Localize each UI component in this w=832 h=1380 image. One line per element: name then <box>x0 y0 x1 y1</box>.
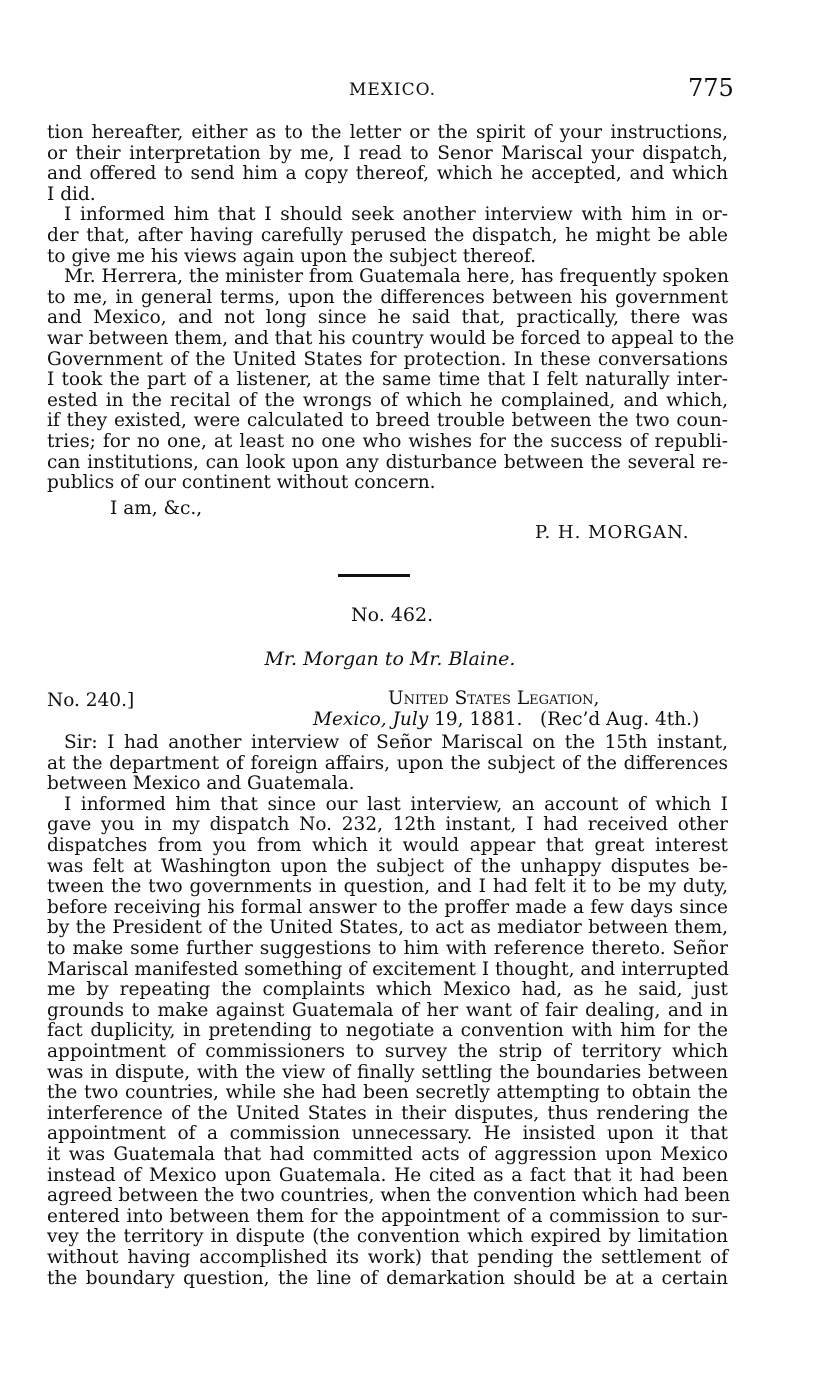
text-line: entered into between them for the appointment of a commission to sur- <box>47 1205 728 1227</box>
text-line: it was Guatemala that had committed acts of aggression upon Mexico <box>47 1144 728 1165</box>
page-number: 775 <box>688 74 734 102</box>
text-line: tween the two governments in question, and I had felt it to be my duty, <box>47 876 728 898</box>
text-line: I took the part of a listener, at the same time that I felt naturally inter- <box>47 369 728 391</box>
legation-name: United States Legation, <box>388 688 600 709</box>
text-line: interference of the United States in their disputes, thus rendering the <box>47 1102 728 1124</box>
text-line: without having accomplished its work) that pending the settlement of <box>47 1247 728 1268</box>
document-heading: Mr. Morgan to Mr. Blaine. <box>264 648 516 670</box>
document-number: No. 462. <box>351 604 434 626</box>
text-line: ested in the recital of the wrongs of which he complained, and which, <box>47 389 728 411</box>
text-line: or their interpretation by me, I read to Senor Mariscal your dispatch, <box>47 142 728 164</box>
dateline-place: Mexico, <box>313 709 387 730</box>
text-line: to make some further suggestions to him with reference thereto. Señor <box>47 938 728 959</box>
text-line: if they existed, were calculated to breed trouble between the two coun- <box>47 410 728 432</box>
text-line: was felt at Washington upon the subject of the unhappy disputes be- <box>47 855 728 877</box>
text-line: Mariscal manifested something of excitement I thought, and interrupted <box>47 958 729 980</box>
text-line: vey the territory in dispute (the convention which expired by limitation <box>47 1226 728 1248</box>
dateline-month: July <box>392 709 429 730</box>
text-line: Sir: I had another interview of Señor Mariscal on the 15th instant, <box>64 732 728 753</box>
text-line: gave you in my dispatch No. 232, 12th instant, I had received other <box>47 814 728 836</box>
text-line: war between them, and that his country would be forced to appeal to the <box>47 328 735 349</box>
running-header-title: MEXICO. <box>349 80 436 100</box>
closing-salutation: I am, &c., <box>110 498 203 519</box>
text-line: publics of our continent without concern. <box>47 472 436 494</box>
dateline-date: 19, 1881. <box>434 709 523 730</box>
text-line: to me, in general terms, upon the differences between his government <box>47 286 728 308</box>
text-line: tries; for no one, at least no one who wishes for the success of republi- <box>47 431 728 452</box>
text-line: appointment of commissioners to survey the strip of territory which <box>47 1041 728 1062</box>
text-line: dispatches from you from which it would appear that great interest <box>47 835 728 856</box>
text-line: at the department of foreign affairs, upon the subject of the differences <box>47 752 728 774</box>
text-line: I did. <box>47 183 96 205</box>
text-line: Government of the United States for protection. In these conversations <box>47 348 728 370</box>
text-line: I informed him that I should seek another interview with him in or- <box>64 204 728 226</box>
text-line: Mr. Herrera, the minister from Guatemala here, has frequently spoken <box>64 266 729 288</box>
text-line: der that, after having carefully perused the dispatch, he might be able <box>47 225 728 246</box>
text-line: agreed between the two countries, when the convention which had been <box>47 1185 731 1207</box>
text-line: can institutions, can look upon any disturbance between the several re- <box>47 451 728 473</box>
text-line: and Mexico, and not long since he said that, practically, there was <box>47 307 728 329</box>
text-line: fact duplicity, in pretending to negotiate a convention with him for the <box>47 1020 728 1042</box>
text-line: me by repeating the complaints which Mexico had, as he said, just <box>47 979 728 1001</box>
dispatch-number: No. 240.] <box>47 690 135 711</box>
signature: P. H. MORGAN. <box>535 522 690 543</box>
text-line: the two countries, while she had been secretly attempting to obtain the <box>47 1082 728 1104</box>
text-line: before receiving his formal answer to the proffer made a few days since <box>47 896 728 918</box>
section-divider <box>338 574 410 577</box>
text-line: was in dispute, with the view of finally settling the boundaries between <box>47 1061 728 1083</box>
text-line: and offered to send him a copy thereof, which he accepted, and which <box>47 163 728 185</box>
text-line: grounds to make against Guatemala of her want of fair dealing, and in <box>47 999 728 1021</box>
text-line: tion hereafter, either as to the letter or the spirit of your instructions, <box>47 122 728 143</box>
text-line: instead of Mexico upon Guatemala. He cited as a fact that it had been <box>47 1164 728 1186</box>
text-line: by the President of the United States, to act as mediator between them, <box>47 917 728 939</box>
text-line: to give me his views again upon the subject thereof. <box>47 245 536 267</box>
dateline <box>313 709 699 730</box>
text-line: I informed him that since our last interview, an account of which I <box>64 793 728 815</box>
text-line: between Mexico and Guatemala. <box>47 773 355 795</box>
received-note: (Rec’d Aug. 4th.) <box>540 709 700 730</box>
text-line: appointment of a commission unnecessary. He insisted upon it that <box>47 1123 728 1145</box>
text-line: the boundary question, the line of demarkation should be at a certain <box>47 1267 728 1289</box>
